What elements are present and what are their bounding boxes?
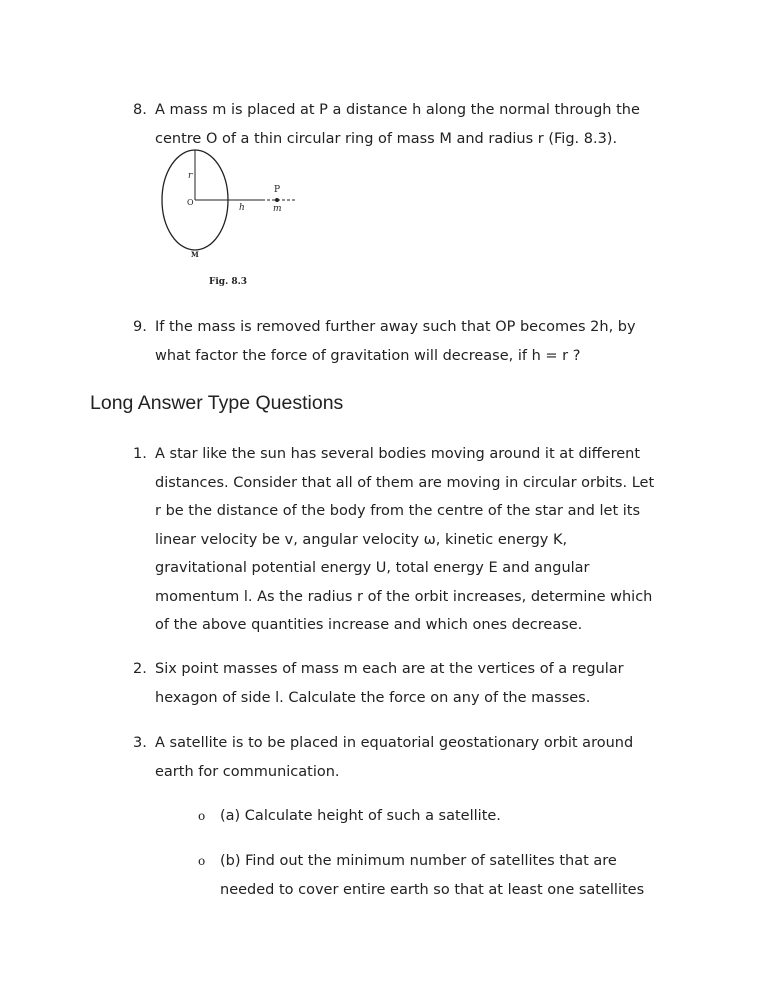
text-line: (a) Calculate height of such a satellite.	[220, 808, 501, 824]
text-line: distances. Consider that all of them are moving in circular orbits. Let	[155, 474, 655, 491]
text-line: needed to cover entire earth so that at least one satellites	[220, 881, 645, 898]
question-number: 3.	[133, 735, 147, 751]
figure-caption: Fig. 8.3	[209, 277, 248, 287]
text-line: r be the distance of the body from the centre of the star and let its	[155, 503, 641, 519]
label-h: h	[239, 203, 245, 213]
mass-point	[275, 198, 279, 202]
text-line: A mass m is placed at P a distance h along the normal through the	[155, 102, 640, 118]
text-line: If the mass is removed further away such that OP becomes 2h, by	[155, 319, 636, 335]
text-line: gravitational potential energy U, total energy E and angular	[155, 560, 590, 576]
question-text	[155, 729, 685, 786]
text-line: centre O of a thin circular ring of mass M and radius r (Fig. 8.3).	[155, 130, 618, 147]
question-number: 9.	[133, 319, 147, 335]
label-r: r	[188, 171, 193, 181]
text-line: what factor the force of gravitation will decrease, if h = r ?	[155, 347, 581, 364]
question-number: 8.	[133, 102, 147, 118]
text-line: earth for communication.	[155, 763, 340, 780]
bullet-icon: o	[198, 854, 206, 868]
text-line: hexagon of side l. Calculate the force on any of the masses.	[155, 689, 591, 706]
text-line: A satellite is to be placed in equatorial geostationary orbit around	[155, 735, 634, 751]
ring-figure	[150, 145, 310, 270]
question-number: 2.	[133, 661, 147, 677]
text-line: linear velocity be v, angular velocity ω, kinetic energy K,	[155, 531, 568, 548]
text-line: Six point masses of mass m each are at the vertices of a regular	[155, 661, 624, 677]
text-line: (b) Find out the minimum number of satellites that are	[220, 853, 617, 869]
text-line: of the above quantities increase and which ones decrease.	[155, 617, 583, 633]
bullet-icon: o	[198, 809, 206, 823]
question-text	[155, 655, 685, 712]
question-number: 1.	[133, 446, 147, 462]
label-m: m	[273, 204, 282, 214]
question-text	[155, 313, 685, 370]
text-line: momentum l. As the radius r of the orbit increases, determine which	[155, 588, 653, 605]
label-o: O	[187, 198, 194, 207]
label-M: M	[191, 250, 199, 259]
text-line: A star like the sun has several bodies moving around it at different	[155, 446, 641, 462]
question-text	[155, 440, 685, 640]
section-title: Long Answer Type Questions	[90, 392, 344, 414]
label-p: P	[274, 185, 281, 195]
